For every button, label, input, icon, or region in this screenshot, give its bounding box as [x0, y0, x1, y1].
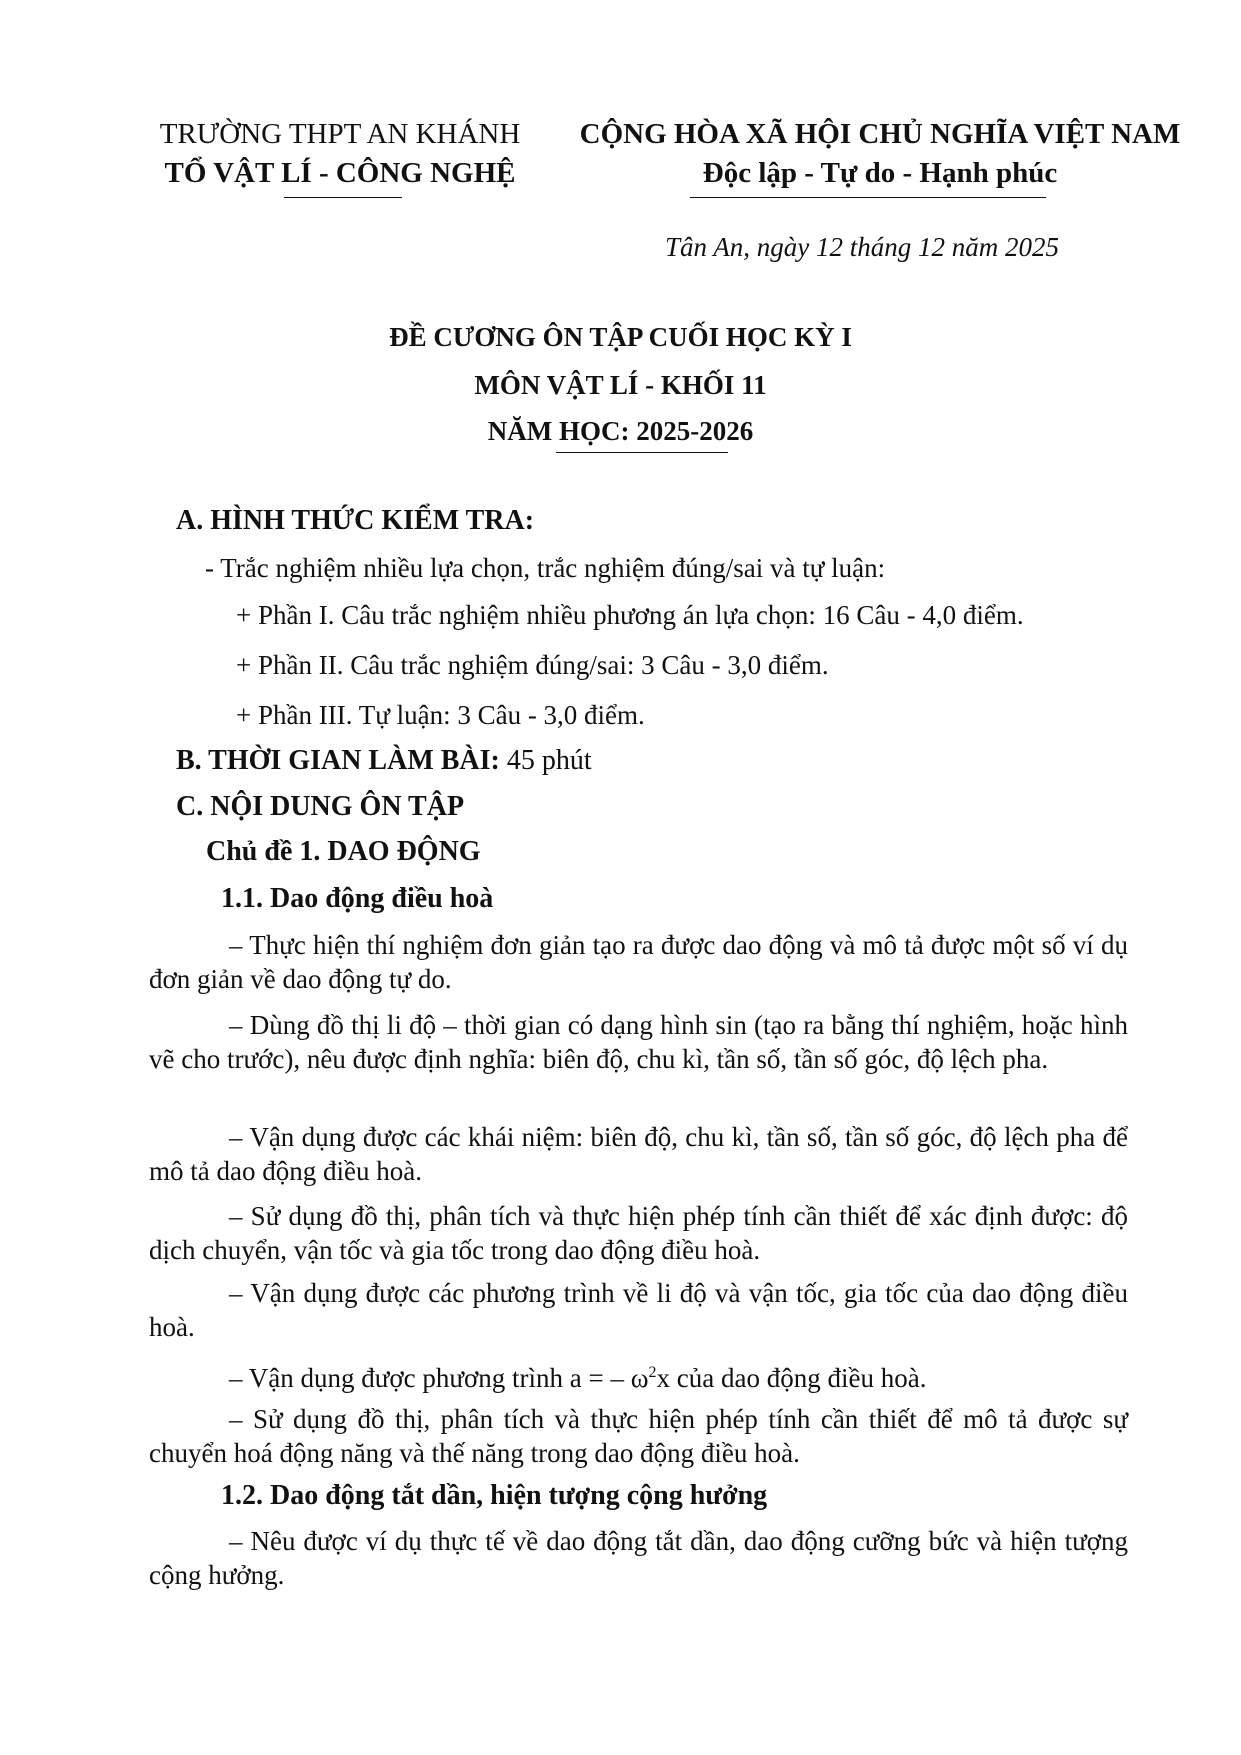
section-b-heading: B. THỜI GIAN LÀM BÀI: — [176, 745, 500, 776]
school-name: TRƯỜNG THPT AN KHÁNH — [159, 118, 521, 150]
section-c-heading: C. NỘI DUNG ÔN TẬP — [176, 791, 465, 822]
content-paragraph: – Nêu được ví dụ thực tế về dao động tắt dần, dao động cưỡng bức và hiện tượng cộng hưởng. — [149, 1526, 1128, 1590]
national-motto: Độc lập - Tự do - Hạnh phúc — [702, 157, 1058, 189]
title-underline — [556, 452, 728, 453]
motto-underline — [690, 197, 1046, 198]
formula-exponent: 2 — [648, 1364, 657, 1381]
school-year: NĂM HỌC: 2025-2026 — [487, 416, 754, 446]
content-paragraph: – Sử dụng đồ thị, phân tích và thực hiện phép tính cần thiết để mô tả được sự chuyển hoá động năng và thế năng trong dao động điều hoà. — [149, 1404, 1128, 1468]
department-name: TỔ VẬT LÍ - CÔNG NGHỆ — [164, 157, 516, 189]
section-a-part: + Phần III. Tự luận: 3 Câu - 3,0 điểm. — [236, 700, 645, 730]
section-a-heading: A. HÌNH THỨC KIỂM TRA: — [176, 505, 535, 536]
section-b-line — [176, 745, 592, 777]
section-a-intro: - Trắc nghiệm nhiều lựa chọn, trắc nghiệm đúng/sai và tự luận: — [205, 553, 886, 583]
content-paragraph: – Dùng đồ thị li độ – thời gian có dạng hình sin (tạo ra bằng thí nghiệm, hoặc hình vẽ cho trước), nêu được định nghĩa: biên độ, chu kì, tần số, tần số góc, độ lệch pha. — [149, 1010, 1128, 1074]
content-paragraph: – Sử dụng đồ thị, phân tích và thực hiện phép tính cần thiết để xác định được: độ dịch chuyển, vận tốc và gia tốc trong dao động điều hoà. — [149, 1201, 1128, 1265]
content-paragraph: – Vận dụng được các phương trình về li độ và vận tốc, gia tốc của dao động điều hoà. — [149, 1278, 1128, 1342]
department-underline — [284, 197, 402, 198]
subsection-heading: 1.1. Dao động điều hoà — [221, 883, 494, 914]
document-subject: MÔN VẬT LÍ - KHỐI 11 — [474, 370, 767, 400]
content-paragraph: – Thực hiện thí nghiệm đơn giản tạo ra được dao động và mô tả được một số ví dụ đơn giản về dao động tự do. — [149, 930, 1128, 994]
formula-paragraph — [149, 1356, 1128, 1395]
subsection-heading: 1.2. Dao động tắt dần, hiện tượng cộng hưởng — [221, 1480, 768, 1511]
section-b-value: 45 phút — [499, 745, 592, 776]
formula-text-end: x của dao động điều hoà. — [656, 1363, 927, 1393]
formula-text: – Vận dụng được phương trình a = – ω — [229, 1363, 649, 1393]
document-title: ĐỀ CƯƠNG ÔN TẬP CUỐI HỌC KỲ I — [389, 322, 852, 352]
section-a-part: + Phần II. Câu trắc nghiệm đúng/sai: 3 Câu - 3,0 điểm. — [236, 650, 829, 680]
date-line: Tân An, ngày 12 tháng 12 năm 2025 — [665, 232, 1060, 262]
content-paragraph: – Vận dụng được các khái niệm: biên độ, chu kì, tần số, tần số góc, độ lệch pha để mô tả dao động điều hoà. — [149, 1122, 1128, 1186]
topic-heading: Chủ đề 1. DAO ĐỘNG — [206, 836, 481, 867]
section-a-part: + Phần I. Câu trắc nghiệm nhiều phương án lựa chọn: 16 Câu - 4,0 điểm. — [236, 600, 1024, 630]
country-name: CỘNG HÒA XÃ HỘI CHỦ NGHĨA VIỆT NAM — [579, 118, 1181, 150]
